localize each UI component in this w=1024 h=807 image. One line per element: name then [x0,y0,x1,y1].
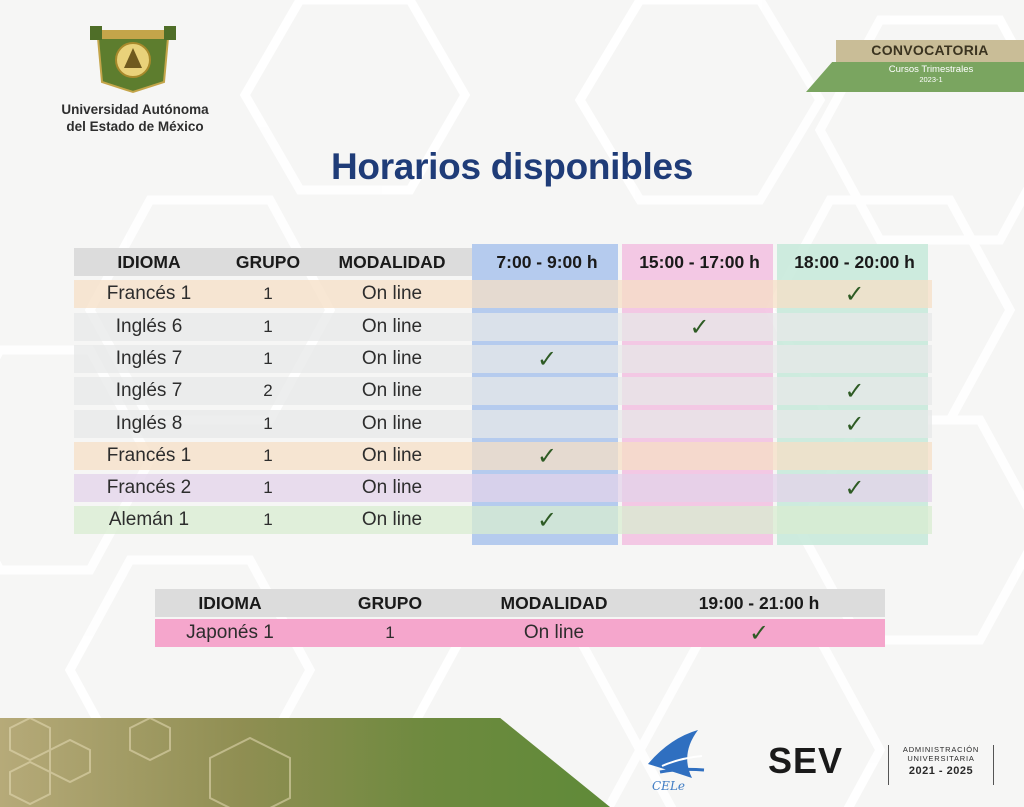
column-header: IDIOMA [117,252,181,272]
badge-title: CONVOCATORIA [871,42,989,58]
cell-grupo: 1 [263,413,273,433]
cell-modalidad: On line [361,347,423,369]
cell-idioma: Alemán 1 [108,509,190,531]
cell-grupo: 1 [385,623,395,642]
table-row [74,377,932,405]
column-header: GRUPO [357,593,423,613]
table-row [74,474,932,502]
footer-honeycomb-pattern [0,718,360,807]
table-row [74,506,932,534]
cell-grupo: 1 [263,348,273,368]
column-header: MODALIDAD [338,252,446,272]
badge-year: 2023-1 [919,75,943,84]
university-name-line2: del Estado de México [66,119,204,134]
cell-grupo: 1 [263,510,273,530]
cell-grupo: 1 [263,284,273,304]
cell-idioma: Francés 1 [106,283,192,305]
table-row [74,280,932,308]
cell-idioma: Inglés 8 [115,412,183,434]
column-header: IDIOMA [198,593,262,613]
cell-modalidad: On line [361,444,423,466]
table-row [74,345,932,373]
column-header: GRUPO [235,252,301,272]
cell-modalidad: On line [523,622,585,643]
check-icon: ✓ [536,506,558,535]
check-icon: ✓ [844,280,865,309]
cell-grupo: 1 [263,478,273,498]
admin-years: 2021 - 2025 [908,765,974,777]
cell-idioma: Inglés 7 [115,380,183,402]
cell-modalidad: On line [361,509,423,531]
cell-grupo: 2 [263,381,273,401]
university-name-line1: Universidad Autónoma [61,102,209,117]
cell-modalidad: On line [361,380,423,402]
table-header-row [155,589,885,617]
check-icon: ✓ [844,409,865,438]
table-row [74,313,932,341]
cell-idioma: Inglés 6 [115,315,183,337]
check-icon: ✓ [748,619,770,647]
cell-modalidad: On line [361,477,423,499]
table-row [74,442,932,470]
column-header: 7:00 - 9:00 h [496,252,598,272]
admin-universitaria-logo [888,745,994,785]
column-header: 18:00 - 20:00 h [794,252,915,272]
table-header-row [74,248,932,276]
column-header: MODALIDAD [500,593,608,613]
badge-subtitle-text: Cursos Trimestrales [888,64,974,75]
cell-idioma: Francés 1 [106,444,192,466]
column-header: 19:00 - 21:00 h [698,593,820,613]
check-icon: ✓ [844,377,865,406]
cell-grupo: 1 [263,445,273,465]
cell-modalidad: On line [361,315,423,337]
page-title: Horarios disponibles [330,146,693,187]
check-icon: ✓ [536,344,558,373]
check-icon: ✓ [844,474,865,503]
sev-logo-text: SEV [768,740,844,781]
admin-line1: ADMINISTRACIÓN [902,745,980,754]
university-name [40,101,230,135]
cell-idioma: Japonés 1 [186,622,274,643]
column-header: 15:00 - 17:00 h [639,252,760,272]
table-row [74,410,932,438]
cele-text: CELe [652,779,686,793]
cell-idioma: Francés 2 [106,477,192,499]
cell-grupo: 1 [263,316,273,336]
check-icon: ✓ [689,312,710,341]
check-icon: ✓ [536,441,558,470]
cell-modalidad: On line [361,283,423,305]
table-row [155,619,885,647]
cell-modalidad: On line [361,412,423,434]
admin-line2: UNIVERSITARIA [907,754,975,763]
university-crest-logo [88,24,178,94]
badge-subtitle [856,65,1006,85]
cell-idioma: Inglés 7 [115,347,183,369]
